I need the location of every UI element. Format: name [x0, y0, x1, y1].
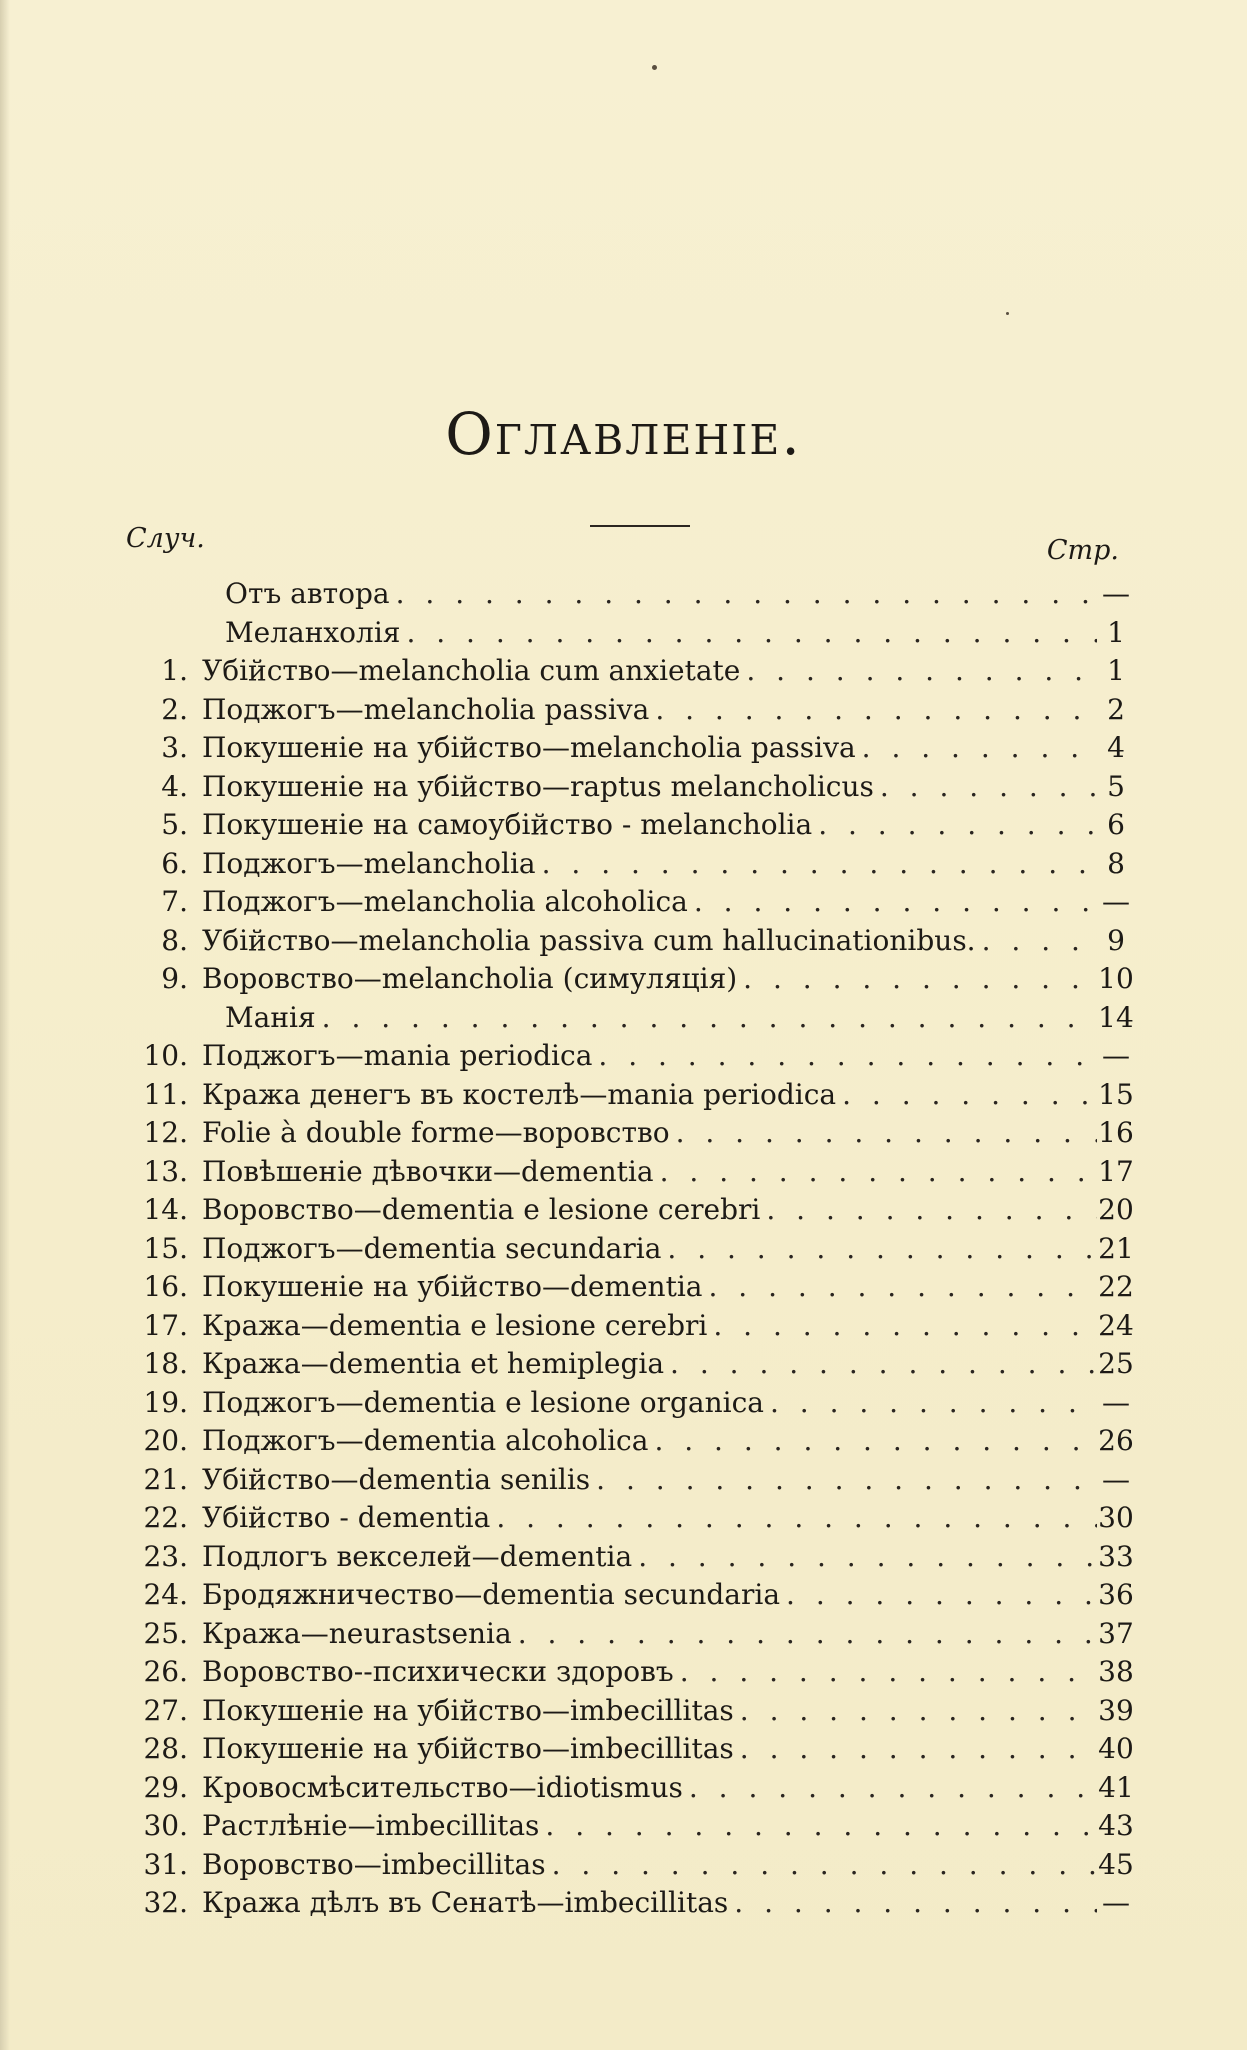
toc-entry — [202, 1422, 1097, 1460]
toc-entry — [202, 729, 1097, 767]
toc-row — [0, 1307, 1247, 1345]
toc-page-number: 39 — [1098, 1693, 1134, 1727]
toc-leader-dots — [496, 1499, 1097, 1537]
toc-page-number: 21 — [1098, 1231, 1134, 1265]
toc-case-number: 13. — [143, 1154, 188, 1188]
toc-row — [0, 1615, 1247, 1653]
toc-entry — [202, 1153, 1097, 1191]
toc-page-number: 10 — [1098, 962, 1134, 995]
toc-entry-title: Покушеніе на убійство—raptus melancholicus — [202, 769, 874, 803]
toc-entry — [202, 1730, 1097, 1768]
toc-case-number: 26. — [143, 1655, 188, 1688]
toc-entry — [202, 1807, 1097, 1845]
toc-leader-dots — [786, 1576, 1097, 1614]
toc-leader-dots — [766, 1191, 1097, 1229]
toc-page-number: — — [1102, 1462, 1130, 1496]
toc-entry-title: Воровство--психически здоровъ — [202, 1655, 674, 1688]
toc-leader-dots — [654, 1422, 1097, 1460]
toc-leader-dots — [667, 1230, 1097, 1268]
toc-entry — [202, 1037, 1097, 1075]
toc-row — [0, 1422, 1247, 1460]
toc-entry — [202, 1615, 1097, 1653]
toc-entry-title: Поджогъ—melancholia passiva — [202, 692, 650, 726]
toc-entry — [202, 1345, 1097, 1383]
toc-case-number: 10. — [143, 1039, 188, 1072]
toc-section-row — [0, 614, 1247, 652]
toc-leader-dots — [406, 614, 1097, 652]
toc-case-number: 25. — [143, 1616, 188, 1650]
toc-case-number: 14. — [143, 1193, 188, 1226]
toc-page-number: 6 — [1107, 808, 1125, 841]
toc-entry-title: Покушеніе на убійство—dementia — [202, 1270, 703, 1303]
toc-entry-title: Поджогъ—dementia e lesione organica — [202, 1385, 764, 1419]
toc-entry — [202, 1576, 1097, 1614]
toc-page-number: 22 — [1098, 1270, 1134, 1303]
toc-case-number: 19. — [143, 1385, 188, 1419]
toc-page-number: 37 — [1098, 1616, 1134, 1650]
toc-leader-dots — [396, 575, 1097, 613]
toc-page-number: 1 — [1107, 615, 1125, 649]
toc-page-number: 16 — [1098, 1116, 1134, 1149]
toc-leader-dots — [689, 1769, 1097, 1807]
toc-entry — [202, 845, 1097, 883]
toc-entry-title: Воровство—imbecillitas — [202, 1847, 546, 1881]
toc-entry-title: Убійство - dementia — [202, 1501, 491, 1534]
toc-entry-title: Кровосмѣсительство—idiotismus — [202, 1770, 683, 1804]
toc-entry — [202, 1307, 1097, 1345]
toc-entry — [225, 575, 1097, 613]
toc-entry-title: Убійство—melancholia cum anxietate — [202, 654, 741, 687]
paper-speck — [1006, 312, 1009, 315]
toc-row — [0, 883, 1247, 921]
toc-leader-dots — [545, 1807, 1097, 1845]
toc-entry-title: Манія — [225, 1000, 316, 1034]
toc-row — [0, 1884, 1247, 1922]
toc-case-number: 28. — [143, 1732, 188, 1765]
toc-leader-dots — [596, 1461, 1097, 1499]
toc-page-number: 24 — [1098, 1308, 1134, 1342]
toc-row — [0, 652, 1247, 690]
toc-row — [0, 845, 1247, 883]
toc-entry-title: Кража—dementia et hemiplegia — [202, 1347, 665, 1380]
toc-case-number: 16. — [143, 1270, 188, 1303]
toc-entry — [202, 1538, 1097, 1576]
toc-leader-dots — [676, 1114, 1097, 1152]
toc-row — [0, 768, 1247, 806]
toc-entry — [202, 1268, 1097, 1306]
toc-entry-title: Поджогъ—mania periodica — [202, 1039, 593, 1072]
toc-case-number: 5. — [161, 808, 188, 841]
toc-row — [0, 1114, 1247, 1152]
toc-row — [0, 922, 1247, 960]
toc-row — [0, 691, 1247, 729]
toc-entry-title: Кража—neurastsenia — [202, 1616, 512, 1650]
toc-entry — [202, 1499, 1097, 1537]
toc-leader-dots — [982, 922, 1097, 960]
toc-leader-dots — [770, 1384, 1097, 1422]
toc-row — [0, 1384, 1247, 1422]
toc-case-number: 9. — [161, 962, 188, 995]
case-column-header: Случ. — [126, 523, 205, 554]
toc-case-number: 11. — [143, 1077, 188, 1111]
toc-case-number: 12. — [143, 1116, 188, 1149]
toc-entry-title: Отъ автора — [225, 577, 390, 610]
toc-case-number: 4. — [161, 769, 188, 803]
toc-entry — [202, 883, 1097, 921]
toc-page-number: — — [1102, 1385, 1130, 1419]
toc-leader-dots — [740, 1730, 1097, 1768]
toc-entry-title: Убійство—dementia senilis — [202, 1462, 591, 1496]
toc-case-number: 27. — [143, 1693, 188, 1727]
toc-case-number: 15. — [143, 1231, 188, 1265]
toc-leader-dots — [880, 768, 1097, 806]
toc-leader-dots — [740, 1692, 1097, 1730]
toc-entry — [202, 691, 1097, 729]
toc-leader-dots — [743, 960, 1097, 998]
toc-entry — [202, 652, 1097, 690]
toc-leader-dots — [638, 1538, 1097, 1576]
toc-page-number: 5 — [1107, 769, 1125, 803]
toc-row — [0, 1499, 1247, 1537]
toc-entry — [225, 999, 1097, 1037]
toc-entry — [202, 1114, 1097, 1152]
toc-page-number: 17 — [1098, 1154, 1134, 1188]
toc-row — [0, 960, 1247, 998]
toc-entry-title: Кража—dementia e lesione cerebri — [202, 1308, 708, 1342]
toc-page-number: 15 — [1098, 1077, 1134, 1111]
toc-row — [0, 1730, 1247, 1768]
toc-entry-title: Покушеніе на убійство—melancholia passiva — [202, 731, 856, 764]
toc-case-number: 17. — [143, 1308, 188, 1342]
toc-row — [0, 1345, 1247, 1383]
toc-page-number: 40 — [1098, 1732, 1134, 1765]
toc-page-number: — — [1102, 577, 1130, 610]
toc-page-number: 25 — [1098, 1347, 1134, 1380]
toc-page-number: 36 — [1098, 1578, 1134, 1611]
toc-entry — [202, 1076, 1097, 1114]
toc-case-number: 3. — [161, 731, 188, 764]
toc-page-number: 8 — [1107, 846, 1125, 880]
toc-leader-dots — [694, 883, 1097, 921]
toc-section-row — [0, 999, 1247, 1037]
toc-entry-title: Подлогъ векселей—dementia — [202, 1539, 633, 1573]
toc-case-number: 32. — [143, 1886, 188, 1919]
paper-speck — [652, 65, 657, 70]
toc-case-number: 31. — [143, 1847, 188, 1881]
toc-page-number: 43 — [1098, 1809, 1134, 1842]
toc-row — [0, 1846, 1247, 1884]
toc-page-number: 45 — [1098, 1847, 1134, 1881]
title-rule — [590, 525, 690, 527]
toc-row — [0, 729, 1247, 767]
toc-leader-dots — [862, 729, 1097, 767]
toc-entry-title: Поджогъ—melancholia alcoholica — [202, 885, 688, 918]
toc-entry-title: Повѣшеніе дѣвочки—dementia — [202, 1154, 654, 1188]
toc-case-number: 7. — [161, 885, 188, 918]
toc-entry-title: Растлѣніе—imbecillitas — [202, 1809, 540, 1842]
toc-row — [0, 1076, 1247, 1114]
toc-entry — [202, 806, 1097, 844]
toc-entry — [202, 922, 1097, 960]
toc-page-number: — — [1102, 885, 1130, 918]
toc-row — [0, 1153, 1247, 1191]
toc-leader-dots — [842, 1076, 1097, 1114]
toc-entry-title: Бродяжничество—dementia secundaria — [202, 1578, 781, 1611]
toc-row — [0, 806, 1247, 844]
toc-row — [0, 1461, 1247, 1499]
toc-page-number: 1 — [1107, 654, 1125, 687]
toc-entry-title: Воровство—dementia e lesione cerebri — [202, 1193, 761, 1226]
toc-entry-title: Кража дѣлъ въ Сенатѣ—imbecillitas — [202, 1886, 729, 1919]
toc-entry-title: Поджогъ—dementia secundaria — [202, 1231, 662, 1265]
toc-entry — [202, 1692, 1097, 1730]
toc-entry-title: Покушеніе на самоубійство - melancholia — [202, 808, 813, 841]
toc-leader-dots — [746, 652, 1097, 690]
toc-page-number: 9 — [1107, 923, 1125, 957]
toc-leader-dots — [518, 1615, 1097, 1653]
toc-entry — [202, 1384, 1097, 1422]
toc-case-number: 24. — [143, 1578, 188, 1611]
toc-row — [0, 1230, 1247, 1268]
toc-leader-dots — [322, 999, 1097, 1037]
toc-entry — [202, 1461, 1097, 1499]
toc-row — [0, 1653, 1247, 1691]
toc-row — [0, 1037, 1247, 1075]
toc-case-number: 20. — [143, 1424, 188, 1457]
toc-case-number: 30. — [143, 1809, 188, 1842]
toc-entry — [225, 614, 1097, 652]
toc-case-number: 6. — [161, 846, 188, 880]
toc-page-number: 4 — [1107, 731, 1125, 764]
toc-entry — [202, 1884, 1097, 1922]
toc-entry-title: Поджогъ—melancholia — [202, 846, 536, 880]
toc-case-number: 1. — [161, 654, 188, 687]
toc-page-number: 14 — [1098, 1000, 1134, 1034]
toc-leader-dots — [818, 806, 1097, 844]
toc-page-number: 2 — [1107, 692, 1125, 726]
toc-case-number: 22. — [143, 1501, 188, 1534]
toc-entry-title: Folie à double forme—воровство — [202, 1116, 670, 1149]
toc-leader-dots — [542, 845, 1097, 883]
toc-page-number: 26 — [1098, 1424, 1134, 1457]
toc-entry-title: Убійство—melancholia passiva cum hallucinationibus. — [202, 923, 976, 957]
toc-entry-title: Меланхолія — [225, 615, 401, 649]
toc-row — [0, 1268, 1247, 1306]
toc-leader-dots — [670, 1345, 1097, 1383]
toc-row — [0, 1769, 1247, 1807]
toc-row — [0, 1191, 1247, 1229]
toc-page-number: — — [1102, 1886, 1130, 1919]
toc-entry — [202, 768, 1097, 806]
toc-entry-title: Покушеніе на убійство—imbecillitas — [202, 1693, 734, 1727]
toc-section-row — [0, 575, 1247, 613]
toc-page-number: 41 — [1098, 1770, 1134, 1804]
toc-leader-dots — [598, 1037, 1097, 1075]
toc-leader-dots — [734, 1884, 1097, 1922]
toc-case-number: 21. — [143, 1462, 188, 1496]
toc-entry — [202, 1653, 1097, 1691]
toc-page-number: — — [1102, 1039, 1130, 1072]
toc-page-number: 30 — [1098, 1501, 1134, 1534]
toc-entry — [202, 960, 1097, 998]
toc-entry — [202, 1769, 1097, 1807]
toc-case-number: 18. — [143, 1347, 188, 1380]
toc-leader-dots — [655, 691, 1097, 729]
toc-leader-dots — [709, 1268, 1098, 1306]
toc-row — [0, 1538, 1247, 1576]
toc-row — [0, 1576, 1247, 1614]
page-column-header: Стр. — [1046, 535, 1119, 566]
toc-entry — [202, 1230, 1097, 1268]
toc-entry-title: Кража денегъ въ костелѣ—mania periodica — [202, 1077, 837, 1111]
toc-row — [0, 1807, 1247, 1845]
toc-case-number: 2. — [161, 692, 188, 726]
toc-entry-title: Воровство—melancholia (симуляція) — [202, 962, 738, 995]
toc-page-number: 20 — [1098, 1193, 1134, 1226]
toc-leader-dots — [660, 1153, 1097, 1191]
toc-entry-title: Покушеніе на убійство—imbecillitas — [202, 1732, 734, 1765]
toc-leader-dots — [713, 1307, 1097, 1345]
toc-page-number: 33 — [1098, 1539, 1134, 1573]
toc-entry — [202, 1846, 1097, 1884]
page-title: Оглавленіе. — [445, 400, 802, 468]
toc-case-number: 8. — [161, 923, 188, 957]
toc-leader-dots — [552, 1846, 1097, 1884]
toc-entry — [202, 1191, 1097, 1229]
toc-case-number: 29. — [143, 1770, 188, 1804]
toc-entry-title: Поджогъ—dementia alcoholica — [202, 1424, 649, 1457]
toc-case-number: 23. — [143, 1539, 188, 1573]
toc-row — [0, 1692, 1247, 1730]
toc-page-number: 38 — [1098, 1655, 1134, 1688]
toc-leader-dots — [680, 1653, 1097, 1691]
